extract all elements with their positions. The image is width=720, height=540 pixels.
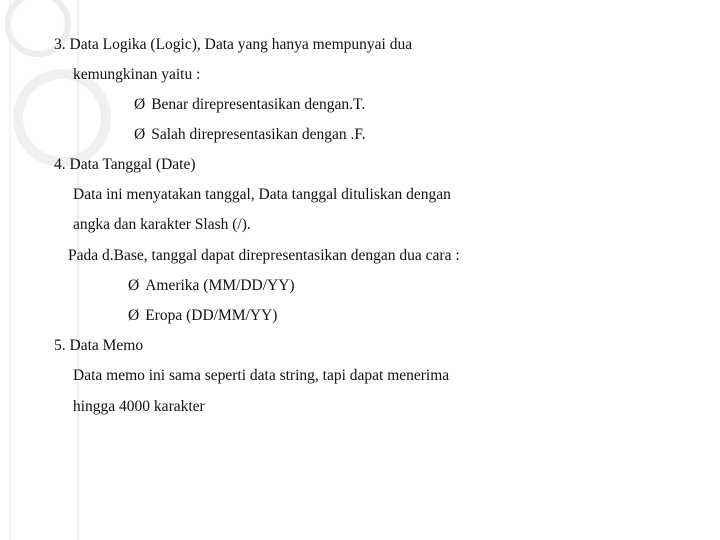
decorative-ring-large bbox=[18, 74, 106, 162]
text-line: Data memo ini sama seperti data string, tapi dapat menerima bbox=[73, 367, 450, 384]
heading-data-logika: 3. Data Logika (Logic), Data yang hanya mempunyai dua bbox=[54, 36, 413, 53]
bullet-item-eropa: Ø Eropa (DD/MM/YY) bbox=[128, 307, 278, 324]
bullet-arrow-icon: Ø bbox=[128, 307, 140, 324]
bullet-arrow-icon: Ø bbox=[134, 96, 146, 113]
text-line: hingga 4000 karakter bbox=[73, 398, 205, 415]
bullet-item-salah: Ø Salah direpresentasikan dengan .F. bbox=[134, 126, 366, 143]
heading-data-memo: 5. Data Memo bbox=[54, 337, 144, 354]
text-line: Pada d.Base, tanggal dapat direpresentasikan dengan dua cara : bbox=[68, 247, 460, 264]
heading-data-tanggal: 4. Data Tanggal (Date) bbox=[54, 156, 196, 173]
text-line: angka dan karakter Slash (/). bbox=[73, 216, 251, 233]
bullet-item-benar: Ø Benar direpresentasikan dengan.T. bbox=[134, 96, 366, 113]
text-line: kemungkinan yaitu : bbox=[73, 66, 201, 83]
bullet-item-amerika: Ø Amerika (MM/DD/YY) bbox=[128, 277, 295, 294]
bullet-arrow-icon: Ø bbox=[134, 126, 146, 143]
text-line: Data ini menyatakan tanggal, Data tanggal dituliskan dengan bbox=[73, 186, 451, 203]
bullet-arrow-icon: Ø bbox=[128, 277, 140, 294]
